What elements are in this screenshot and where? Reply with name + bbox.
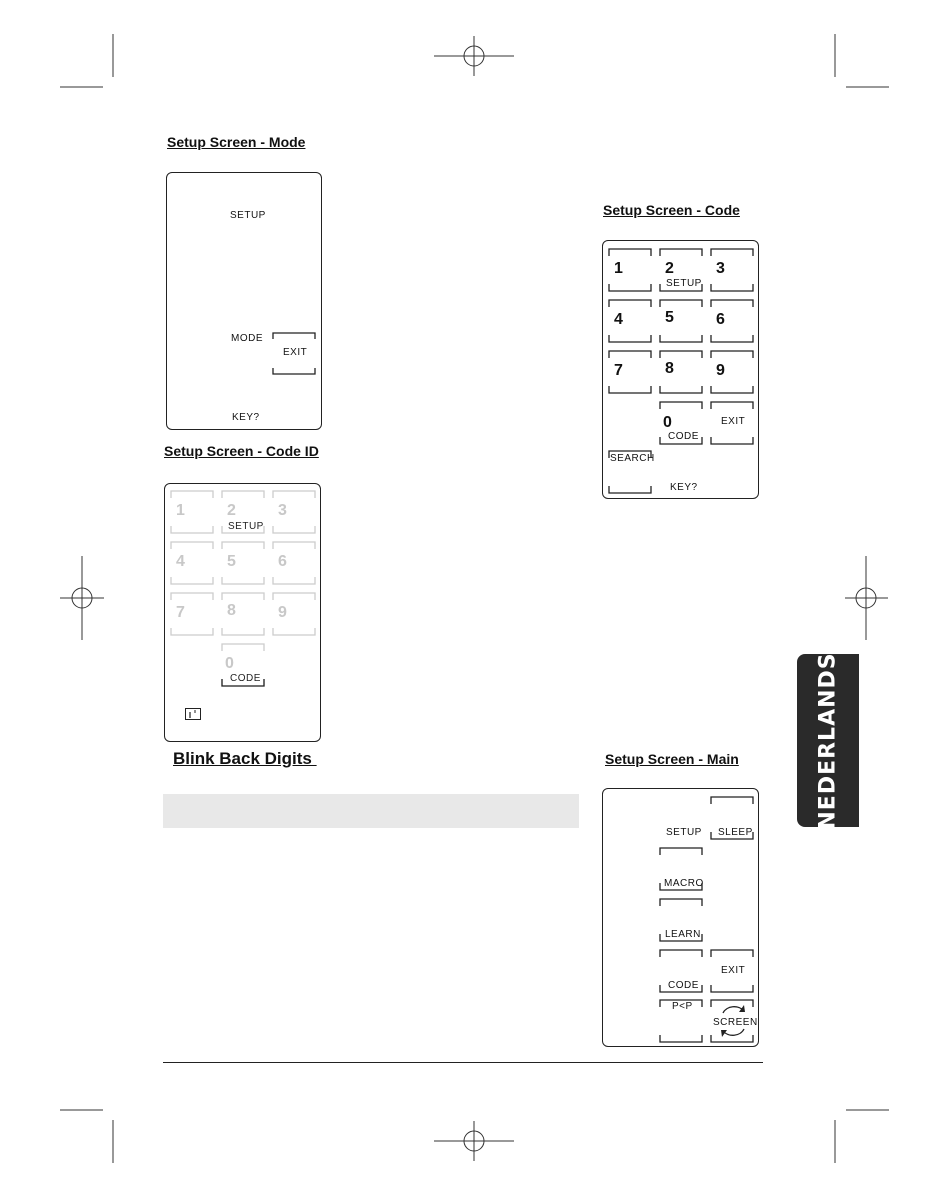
codeid-key-3-digit: 3 <box>278 502 287 519</box>
main-sleep-button[interactable] <box>710 796 754 840</box>
code-key-8-digit: 8 <box>665 360 674 377</box>
codeid-key-2[interactable] <box>221 490 265 534</box>
main-screen-label: SCREEN <box>713 1017 758 1028</box>
main-screen-button[interactable] <box>710 999 758 1043</box>
code-exit-button[interactable] <box>710 401 754 445</box>
mode-setup-label: SETUP <box>230 210 266 221</box>
title-code-id: Setup Screen - Code ID <box>164 443 319 459</box>
codeid-key-8-digit: 8 <box>227 602 236 619</box>
code-search-button[interactable] <box>608 450 655 494</box>
code-key-prompt: KEY? <box>670 482 698 493</box>
code-key-4-digit: 4 <box>614 311 623 328</box>
code-setup-label: SETUP <box>666 278 702 289</box>
code-key-3[interactable] <box>710 248 754 292</box>
shaded-bar <box>163 794 579 828</box>
code-key-1[interactable] <box>608 248 652 292</box>
codeid-key-0-digit: 0 <box>225 655 234 672</box>
codeid-key-4[interactable] <box>170 541 214 585</box>
codeid-key-5[interactable] <box>221 541 265 585</box>
code-key-7[interactable] <box>608 350 652 394</box>
mode-mode-label: MODE <box>231 333 263 344</box>
codeid-key-1[interactable] <box>170 490 214 534</box>
main-pp-label: P<P <box>672 1001 693 1012</box>
code-key-6[interactable] <box>710 299 754 343</box>
code-key-6-digit: 6 <box>716 311 725 328</box>
code-search-label: SEARCH <box>610 453 655 464</box>
main-learn-button[interactable] <box>659 898 703 942</box>
main-macro-label: MACRO <box>664 878 704 889</box>
main-setup-label: SETUP <box>666 827 702 838</box>
main-exit-label: EXIT <box>721 965 746 976</box>
code-key-4[interactable] <box>608 299 652 343</box>
bottom-rule <box>163 1062 763 1063</box>
code-key-0-digit: 0 <box>663 414 672 431</box>
codeid-key-2-digit: 2 <box>227 502 236 519</box>
codeid-key-3[interactable] <box>272 490 316 534</box>
mode-exit-label: EXIT <box>283 347 308 358</box>
code-exit-label: EXIT <box>721 416 746 427</box>
mode-screen <box>166 172 322 430</box>
code-key-8[interactable] <box>659 350 703 394</box>
codeid-key-1-digit: 1 <box>176 502 185 519</box>
codeid-code-label: CODE <box>230 673 261 684</box>
main-screen <box>602 788 759 1047</box>
main-code-button[interactable] <box>659 949 703 993</box>
mode-key-prompt: KEY? <box>232 412 260 423</box>
codeid-key-7[interactable] <box>170 592 214 636</box>
codeid-key-8[interactable] <box>221 592 265 636</box>
codeid-key-6[interactable] <box>272 541 316 585</box>
codeid-key-9-digit: 9 <box>278 604 287 621</box>
code-key-0[interactable] <box>659 401 703 445</box>
codeid-key-4-digit: 4 <box>176 553 185 570</box>
title-main: Setup Screen - Main <box>605 751 739 767</box>
code-code-label: CODE <box>668 431 699 442</box>
main-code-label: CODE <box>668 980 699 991</box>
main-sleep-label: SLEEP <box>718 827 753 838</box>
main-learn-label: LEARN <box>665 929 701 940</box>
codeid-key-5-digit: 5 <box>227 553 236 570</box>
codeid-key-9[interactable] <box>272 592 316 636</box>
codeid-key-7-digit: 7 <box>176 604 185 621</box>
code-key-9[interactable] <box>710 350 754 394</box>
title-blink-back-digits: Blink Back Digits <box>173 749 317 768</box>
code-key-1-digit: 1 <box>614 260 623 277</box>
main-macro-button[interactable] <box>659 847 703 891</box>
code-key-3-digit: 3 <box>716 260 725 277</box>
code-screen <box>602 240 759 499</box>
code-key-5[interactable] <box>659 299 703 343</box>
info-icon <box>185 708 201 720</box>
main-pp-button[interactable] <box>659 999 703 1043</box>
codeid-setup-label: SETUP <box>228 521 264 532</box>
code-key-9-digit: 9 <box>716 362 725 379</box>
codeid-key-0[interactable] <box>221 643 265 687</box>
code-key-2[interactable] <box>659 248 703 292</box>
title-code: Setup Screen - Code <box>603 202 740 218</box>
code-key-7-digit: 7 <box>614 362 623 379</box>
title-mode: Setup Screen - Mode <box>167 134 306 150</box>
code-key-5-digit: 5 <box>665 309 674 326</box>
mode-exit-button[interactable] <box>272 331 316 376</box>
main-exit-button[interactable] <box>710 949 754 993</box>
language-tab <box>797 651 859 830</box>
code-id-screen <box>164 483 321 742</box>
code-key-2-digit: 2 <box>665 260 674 277</box>
language-tab-label: NEDERLANDS <box>815 651 841 830</box>
codeid-key-6-digit: 6 <box>278 553 287 570</box>
